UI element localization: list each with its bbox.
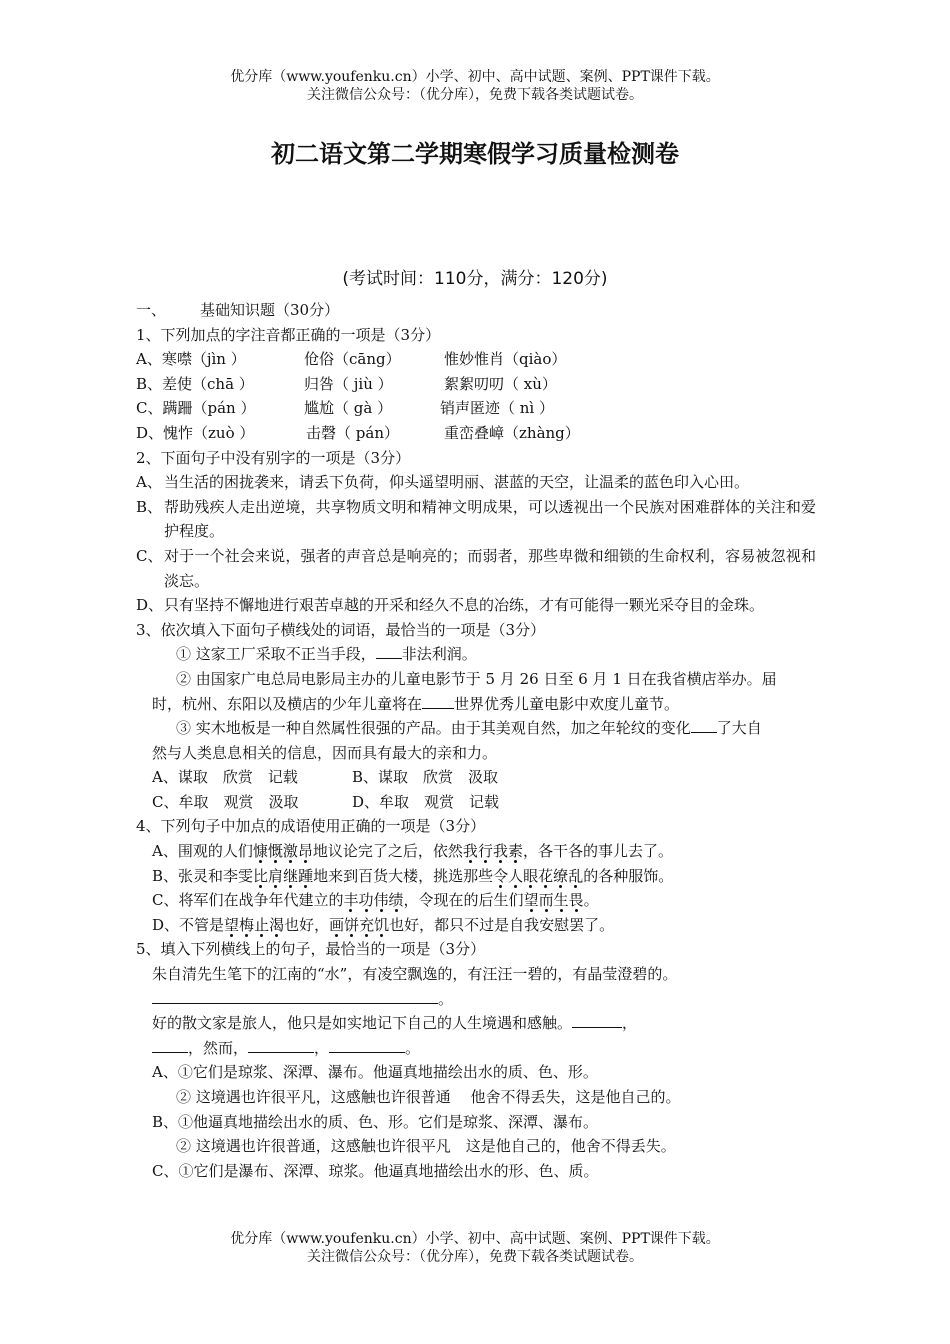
- q4-d-text-2: 也好，: [284, 915, 330, 934]
- q5-option-b-1: B、①他逼真地描绘出水的质、色、形。它们是琼浆、深潭、瀑布。: [152, 1112, 599, 1131]
- q3-s2-text-b: 时，杭州、东阳以及横店的少年儿童将在: [152, 694, 423, 713]
- q3-option-d: D、牟取 观赏 记载: [352, 792, 500, 811]
- q3-sentence-2b: [136, 692, 816, 717]
- q4-d-idiom-2: 画饼充饥: [329, 915, 390, 934]
- q1-d-item-3: 重峦叠嶂（zhàng）: [444, 423, 580, 442]
- q4-c-text-1: C、将军们在战争年代建立的: [152, 891, 344, 910]
- q2-option-d: [136, 593, 816, 618]
- q4-a-idiom-1: 慷慨激昂: [252, 842, 313, 861]
- q2-d-label: D、: [136, 596, 164, 615]
- q5-p2-text: 好的散文家是旅人，他只是如实地记下自己的人生境遇和感触。: [152, 1014, 573, 1033]
- q5-blank-2: [572, 1013, 622, 1028]
- q2-d-text: 只有坚持不懈地进行艰苦卓越的开采和经久不息的冶练，才有可能得一颗光采夺目的金珠。: [164, 596, 765, 615]
- page-footer: [0, 1230, 950, 1266]
- q3-sentence-2a: ② 由国家广电总局电影局主办的儿童电影节于 5 月 26 日至 6 月 1 日在我省横店举办。届: [176, 669, 777, 688]
- footer-line-2: 关注微信公众号：（优分库），免费下载各类试题试卷。: [307, 1249, 643, 1265]
- q2-a-label: A、: [136, 473, 162, 492]
- header-line-1: 优分库（www.youfenku.cn）小学、初中、高中试题、案例、PPT课件下载。: [230, 69, 720, 85]
- q5-blank-3: [152, 1038, 188, 1053]
- question-5-stem: 5、填入下列横线上的句子，最恰当的一项是（3分）: [136, 940, 486, 959]
- question-1-stem: 1、下列加点的字注音都正确的一项是（3分）: [136, 325, 441, 344]
- q4-option-a: [136, 839, 816, 864]
- q4-c-idiom-2: 望而生畏: [523, 891, 584, 910]
- q1-a-item-2: 伧俗（cāng）: [304, 350, 401, 369]
- q1-a-item-3: 惟妙惟肖（qiào）: [444, 350, 567, 369]
- q1-a-item-1: A、寒噤（jìn ）: [136, 350, 246, 369]
- q3-s3-text-a: ③ 实木地板是一种自然属性很强的产品。由于其美观自然，加之年轮纹的变化: [176, 719, 691, 738]
- q2-b-text: 帮助残疾人走出逆境，共享物质文明和精神文明成果，可以透视出一个民族对困难群体的关注和爱护程度。: [164, 497, 816, 541]
- q1-b-item-3: 絮絮叨叨（ xù）: [444, 374, 557, 393]
- q3-option-a: A、谋取 欣赏 记载: [152, 768, 298, 787]
- q5-option-a-1: A、①它们是琼浆、深潭、瀑布。他逼真地描绘出水的质、色、形。: [152, 1063, 598, 1082]
- q5-blank-5: [329, 1038, 405, 1053]
- q3-options-row-2: [136, 790, 816, 815]
- exam-content: [136, 298, 816, 1183]
- q4-b-text-1: B、张灵和李雯: [152, 866, 254, 885]
- q5-passage-3: [136, 1036, 816, 1061]
- footer-line-1: 优分库（www.youfenku.cn）小学、初中、高中试题、案例、PPT课件下载。: [230, 1231, 720, 1247]
- q1-d-item-2: 击磬（ pán）: [306, 423, 399, 442]
- q5-blank-4: [248, 1038, 314, 1053]
- q4-a-text-3: ，各干各的事儿去了。: [522, 842, 673, 861]
- q4-a-text-2: 地议论完了之后，依然: [312, 842, 463, 861]
- q2-b-label: B、: [136, 497, 163, 516]
- q5-p1-end: 。: [438, 989, 454, 1008]
- q1-row-b: [136, 372, 816, 397]
- section-title: 基础知识题（30分）: [200, 301, 340, 319]
- q1-d-item-1: D、愧怍（zuò ）: [136, 423, 255, 442]
- q1-row-c: [136, 396, 816, 421]
- q4-c-text-3: 。: [583, 891, 599, 910]
- q4-a-idiom-2: 我行我素: [462, 842, 523, 861]
- q1-b-item-2: 归咎（ jiù ）: [304, 374, 393, 393]
- q4-b-idiom-1: 比肩继踵: [253, 866, 314, 885]
- q5-p3-text-a: ，然而，: [188, 1038, 249, 1057]
- page-header: [0, 68, 950, 104]
- q3-sentence-3a: [136, 716, 816, 741]
- q2-c-text: 对于一个社会来说，强者的声音总是响亮的；而弱者，那些卑微和细锁的生命权利，容易被忽视和淡忘。: [164, 546, 816, 590]
- q4-option-d: [136, 913, 816, 938]
- q1-row-a: [136, 347, 816, 372]
- question-4-stem: 4、下列句子中加点的成语使用正确的一项是（3分）: [136, 817, 486, 836]
- q3-blank-1: [376, 644, 402, 659]
- q2-option-c: [136, 544, 816, 593]
- q3-option-b: B、谋取 欣赏 汲取: [352, 768, 499, 787]
- q3-sentence-3c: 然与人类息息相关的信息，因而具有最大的亲和力。: [152, 743, 498, 762]
- question-3-stem: 3、依次填入下面句子横线处的词语，最恰当的一项是（3分）: [136, 620, 546, 639]
- q2-c-label: C、: [136, 546, 163, 565]
- q1-c-item-2: 尴尬（ gà ）: [304, 399, 393, 418]
- q5-p3-text-b: ，: [314, 1038, 330, 1057]
- q3-options-row-1: [136, 765, 816, 790]
- q4-b-idiom-2: 令人眼花缭乱: [493, 866, 584, 885]
- q5-p2-comma: ，: [622, 1014, 638, 1033]
- q3-s1-text-a: ① 这家工厂采取不正当手段，: [176, 645, 376, 664]
- q4-c-text-2: ，令现在的后生们: [403, 891, 524, 910]
- q5-blank-1: [152, 989, 438, 1004]
- q4-b-text-3: 的各种服饰。: [583, 866, 674, 885]
- q5-option-a-2: ② 这境遇也许很平凡，这感触也许很普通 他舍不得丢失，这是他自己的。: [176, 1088, 681, 1106]
- q4-d-text-1: D、不管是: [152, 915, 225, 934]
- q4-c-idiom-1: 丰功伟绩: [343, 891, 404, 910]
- q1-b-item-1: B、差使（chā ）: [136, 374, 254, 393]
- question-2-stem: 2、下面句子中没有别字的一项是（3分）: [136, 448, 411, 467]
- page-title: 初二语文第二学期寒假学习质量检测卷: [271, 140, 679, 168]
- q2-option-a: [136, 470, 816, 495]
- q1-row-d: [136, 421, 816, 446]
- q3-s2-text-c: 世界优秀儿童电影中欢度儿童节。: [454, 694, 680, 713]
- q3-blank-2: [422, 694, 454, 709]
- q5-passage-1-blank: [136, 987, 816, 1012]
- section-heading: [136, 298, 816, 323]
- q2-option-b: [136, 495, 816, 544]
- q1-c-item-1: C、蹒跚（pán ）: [136, 399, 256, 418]
- q5-passage-1: 朱自清先生笔下的江南的“水”，有凌空飘逸的，有汪汪一碧的，有晶莹澄碧的。: [152, 965, 678, 984]
- q4-option-b: [136, 864, 816, 889]
- q5-passage-2: [136, 1011, 816, 1036]
- q4-b-text-2: 地来到百货大楼，挑选那些: [313, 866, 494, 885]
- q3-option-c: C、牟取 观赏 汲取: [152, 792, 299, 811]
- q4-d-text-3: 也好，都只不过是自我安慰罢了。: [389, 915, 615, 934]
- q3-sentence-1: [136, 642, 816, 667]
- q5-option-b-2: ② 这境遇也许很普通，这感触也许很平凡 这是他自己的，他舍不得丢失。: [176, 1137, 676, 1156]
- q1-c-item-3: 销声匿迹（ nì ）: [440, 399, 554, 418]
- q5-option-c-1: C、①它们是瀑布、深潭、琼浆。他逼真地描绘出水的形、色、质。: [152, 1161, 599, 1180]
- q2-a-text: 当生活的困拢袭来，请丢下负荷，仰头遥望明丽、湛蓝的天空，让温柔的蓝色印入心田。: [164, 473, 750, 492]
- q5-p3-text-c: 。: [405, 1038, 421, 1057]
- exam-info: (考试时间：110分，满分：120分): [342, 269, 608, 289]
- section-number: 一、: [136, 301, 167, 319]
- header-line-2: 关注微信公众号：（优分库），免费下载各类试题试卷。: [307, 87, 643, 103]
- q4-a-text-1: A、围观的人们: [152, 842, 253, 861]
- q4-option-c: [136, 888, 816, 913]
- q3-blank-3: [691, 718, 717, 733]
- q3-s1-text-b: 非法利润。: [401, 645, 477, 664]
- q3-s3-text-b: 了大自: [716, 719, 762, 738]
- q4-d-idiom-1: 望梅止渴: [224, 915, 285, 934]
